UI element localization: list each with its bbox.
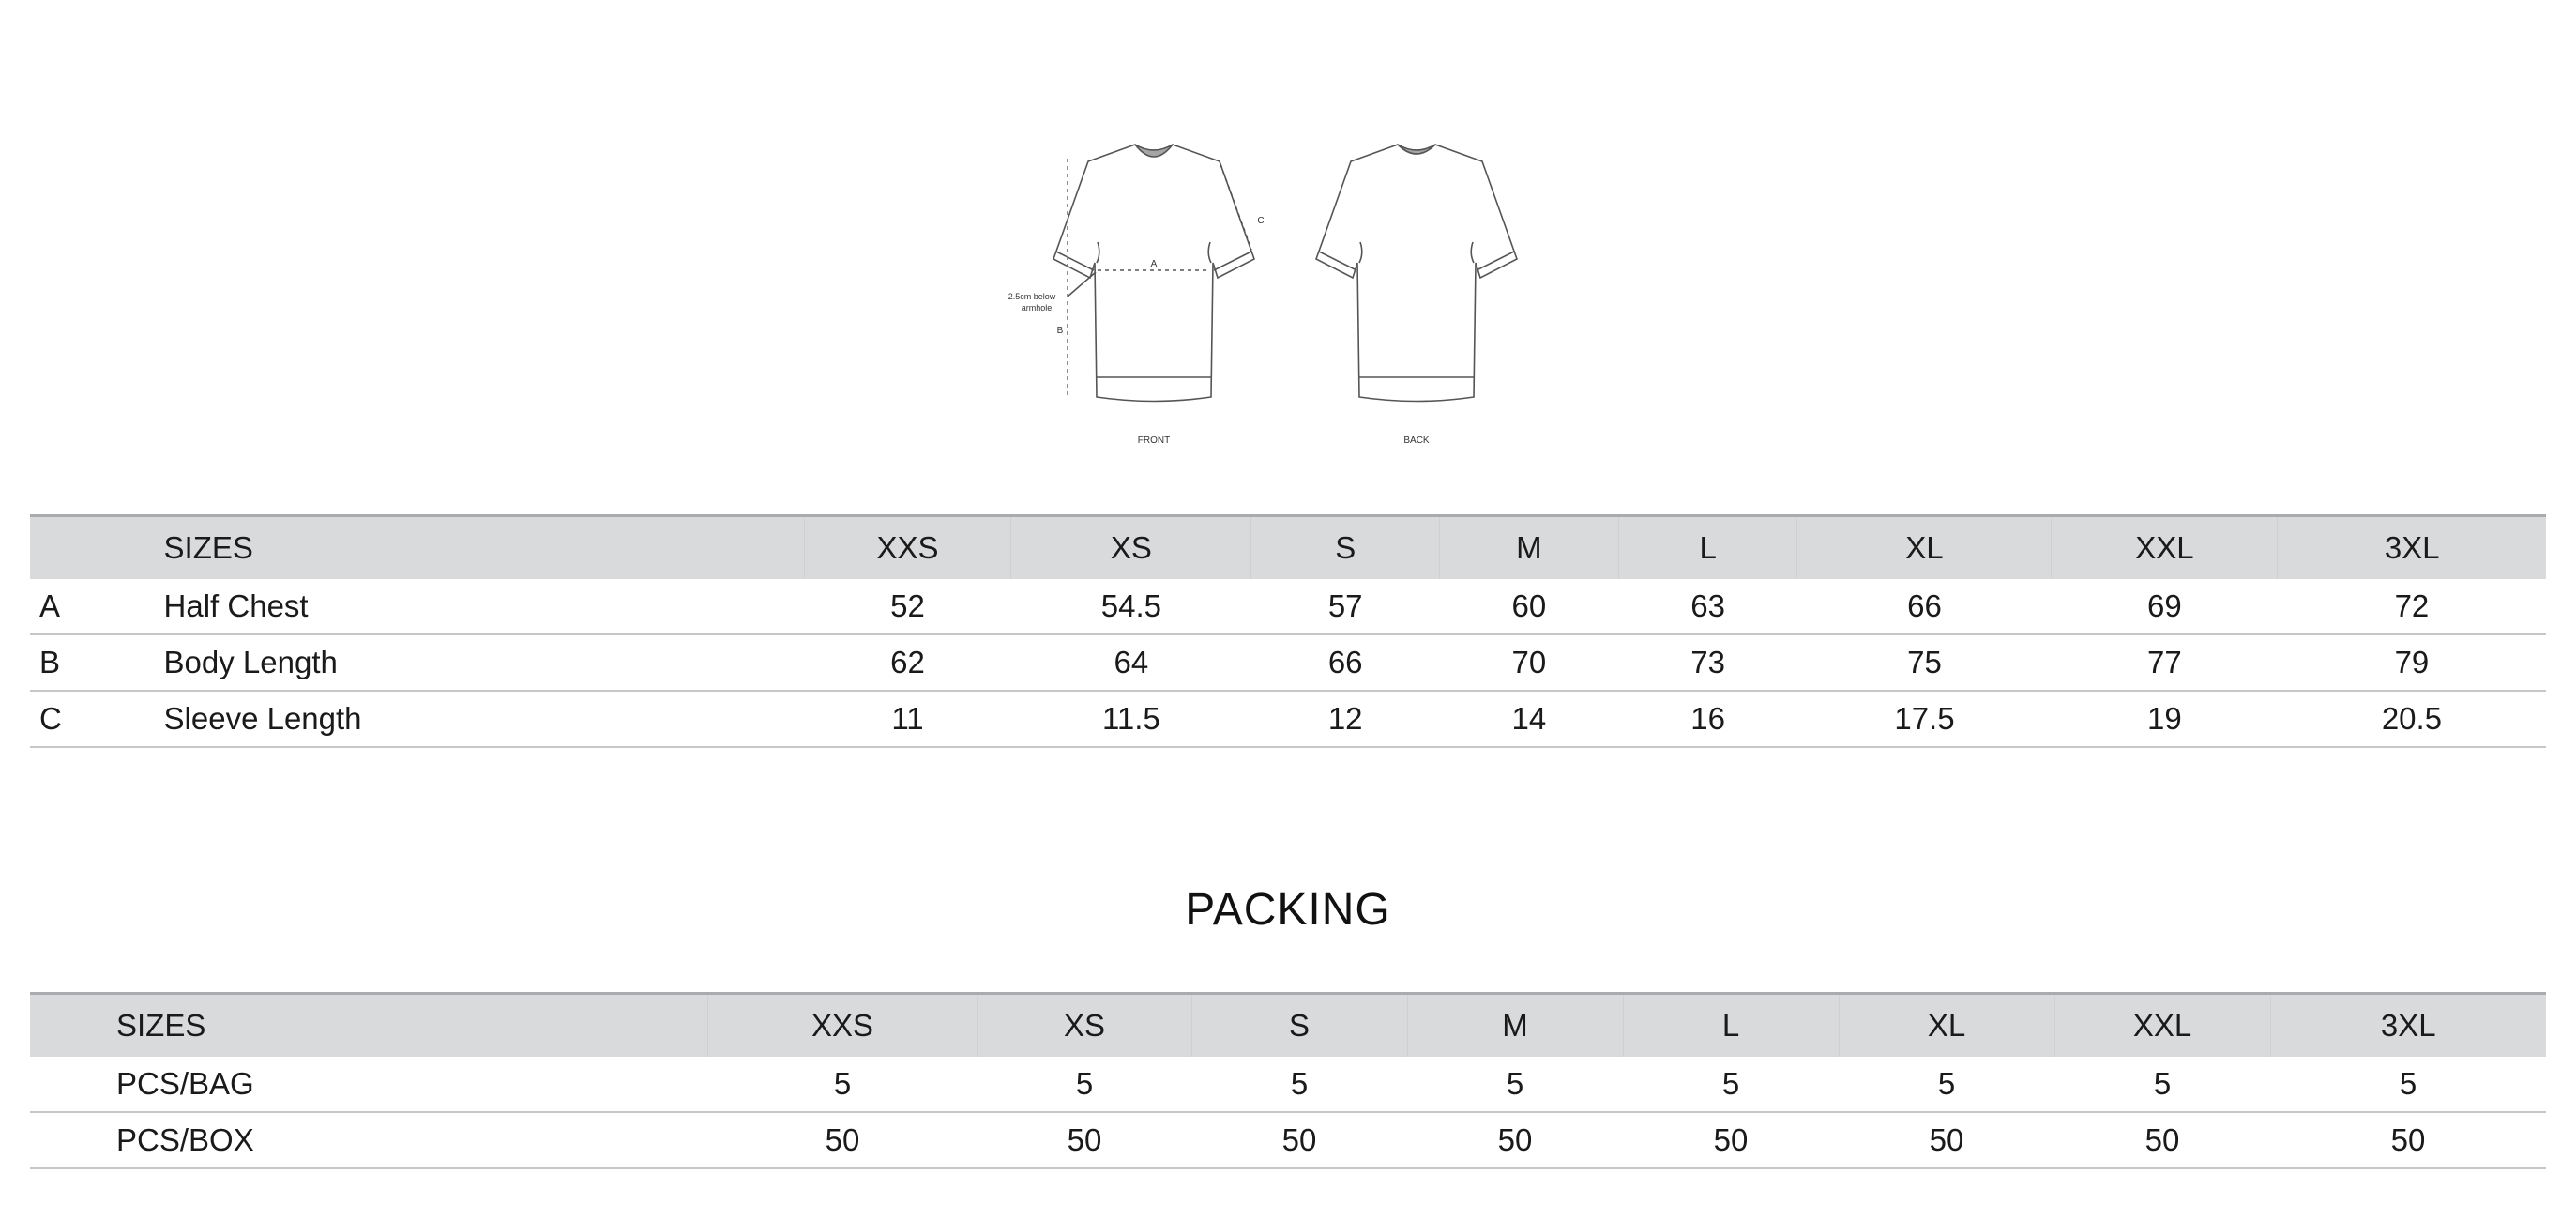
packing-table bbox=[30, 992, 2546, 1169]
value-cell: 50 bbox=[2054, 1112, 2270, 1168]
header-size-s: S bbox=[1251, 516, 1440, 580]
row-spacer bbox=[30, 1057, 116, 1112]
value-cell: 11 bbox=[804, 691, 1011, 747]
front-tshirt-drawing bbox=[1053, 145, 1254, 402]
value-cell: 17.5 bbox=[1797, 691, 2052, 747]
value-cell: 16 bbox=[1618, 691, 1797, 747]
value-cell: 5 bbox=[1839, 1057, 2054, 1112]
header-size-xs: XS bbox=[1011, 516, 1251, 580]
header-spacer-cell bbox=[30, 994, 116, 1058]
value-cell: 62 bbox=[804, 634, 1011, 691]
value-cell: 69 bbox=[2052, 579, 2278, 634]
value-cell: 50 bbox=[1839, 1112, 2054, 1168]
header-size-m: M bbox=[1407, 994, 1623, 1058]
value-cell: 12 bbox=[1251, 691, 1440, 747]
front-label: FRONT bbox=[1137, 435, 1171, 446]
value-cell: 5 bbox=[707, 1057, 977, 1112]
value-cell: 77 bbox=[2052, 634, 2278, 691]
header-sizes-label: SIZES bbox=[116, 994, 707, 1058]
point-a-label: A bbox=[1150, 259, 1158, 269]
point-b-label: B bbox=[1056, 326, 1064, 336]
value-cell: 75 bbox=[1797, 634, 2052, 691]
value-cell: 66 bbox=[1251, 634, 1440, 691]
header-size-xl: XL bbox=[1797, 516, 2052, 580]
value-cell: 50 bbox=[1623, 1112, 1839, 1168]
back-tshirt-drawing bbox=[1316, 145, 1517, 402]
table-row-body-length bbox=[30, 634, 2546, 691]
garment-diagram bbox=[985, 122, 1548, 460]
row-label: PCS/BOX bbox=[116, 1112, 707, 1168]
header-sizes-label: SIZES bbox=[164, 516, 805, 580]
back-label: BACK bbox=[1403, 435, 1430, 446]
packing-title: PACKING bbox=[1185, 885, 1391, 935]
value-cell: 5 bbox=[1623, 1057, 1839, 1112]
header-size-xs: XS bbox=[977, 994, 1191, 1058]
value-cell: 73 bbox=[1618, 634, 1797, 691]
value-cell: 20.5 bbox=[2278, 691, 2546, 747]
value-cell: 50 bbox=[1407, 1112, 1623, 1168]
header-size-xxs: XXS bbox=[804, 516, 1011, 580]
value-cell: 5 bbox=[1407, 1057, 1623, 1112]
table-header-row bbox=[30, 516, 2546, 580]
value-cell: 5 bbox=[977, 1057, 1191, 1112]
value-cell: 64 bbox=[1011, 634, 1251, 691]
header-size-l: L bbox=[1618, 516, 1797, 580]
value-cell: 50 bbox=[2270, 1112, 2546, 1168]
row-label: PCS/BAG bbox=[116, 1057, 707, 1112]
value-cell: 50 bbox=[707, 1112, 977, 1168]
value-cell: 5 bbox=[2054, 1057, 2270, 1112]
row-label: Body Length bbox=[164, 634, 805, 691]
value-cell: 50 bbox=[1191, 1112, 1407, 1168]
table-row-sleeve-length bbox=[30, 691, 2546, 747]
header-size-m: M bbox=[1440, 516, 1619, 580]
value-cell: 79 bbox=[2278, 634, 2546, 691]
header-size-xxl: XXL bbox=[2054, 994, 2270, 1058]
row-code: C bbox=[30, 691, 164, 747]
armhole-note-line1: 2.5cm below bbox=[1008, 292, 1056, 301]
table-header-row bbox=[30, 994, 2546, 1058]
row-label: Half Chest bbox=[164, 579, 805, 634]
point-c-label: C bbox=[1257, 216, 1265, 226]
header-size-3xl: 3XL bbox=[2278, 516, 2546, 580]
header-size-xxl: XXL bbox=[2052, 516, 2278, 580]
value-cell: 57 bbox=[1251, 579, 1440, 634]
row-label: Sleeve Length bbox=[164, 691, 805, 747]
value-cell: 19 bbox=[2052, 691, 2278, 747]
value-cell: 60 bbox=[1440, 579, 1619, 634]
value-cell: 70 bbox=[1440, 634, 1619, 691]
header-size-xl: XL bbox=[1839, 994, 2054, 1058]
header-size-s: S bbox=[1191, 994, 1407, 1058]
header-code-cell bbox=[30, 516, 164, 580]
value-cell: 14 bbox=[1440, 691, 1619, 747]
value-cell: 54.5 bbox=[1011, 579, 1251, 634]
header-size-3xl: 3XL bbox=[2270, 994, 2546, 1058]
armhole-note-line2: armhole bbox=[1021, 303, 1053, 313]
value-cell: 5 bbox=[1191, 1057, 1407, 1112]
table-row-pcs-box bbox=[30, 1112, 2546, 1168]
value-cell: 5 bbox=[2270, 1057, 2546, 1112]
row-code: B bbox=[30, 634, 164, 691]
row-code: A bbox=[30, 579, 164, 634]
table-row-half-chest bbox=[30, 579, 2546, 634]
value-cell: 11.5 bbox=[1011, 691, 1251, 747]
header-size-xxs: XXS bbox=[707, 994, 977, 1058]
value-cell: 63 bbox=[1618, 579, 1797, 634]
value-cell: 66 bbox=[1797, 579, 2052, 634]
value-cell: 52 bbox=[804, 579, 1011, 634]
table-row-pcs-bag bbox=[30, 1057, 2546, 1112]
size-measurement-table bbox=[30, 514, 2546, 748]
value-cell: 72 bbox=[2278, 579, 2546, 634]
header-size-l: L bbox=[1623, 994, 1839, 1058]
value-cell: 50 bbox=[977, 1112, 1191, 1168]
row-spacer bbox=[30, 1112, 116, 1168]
